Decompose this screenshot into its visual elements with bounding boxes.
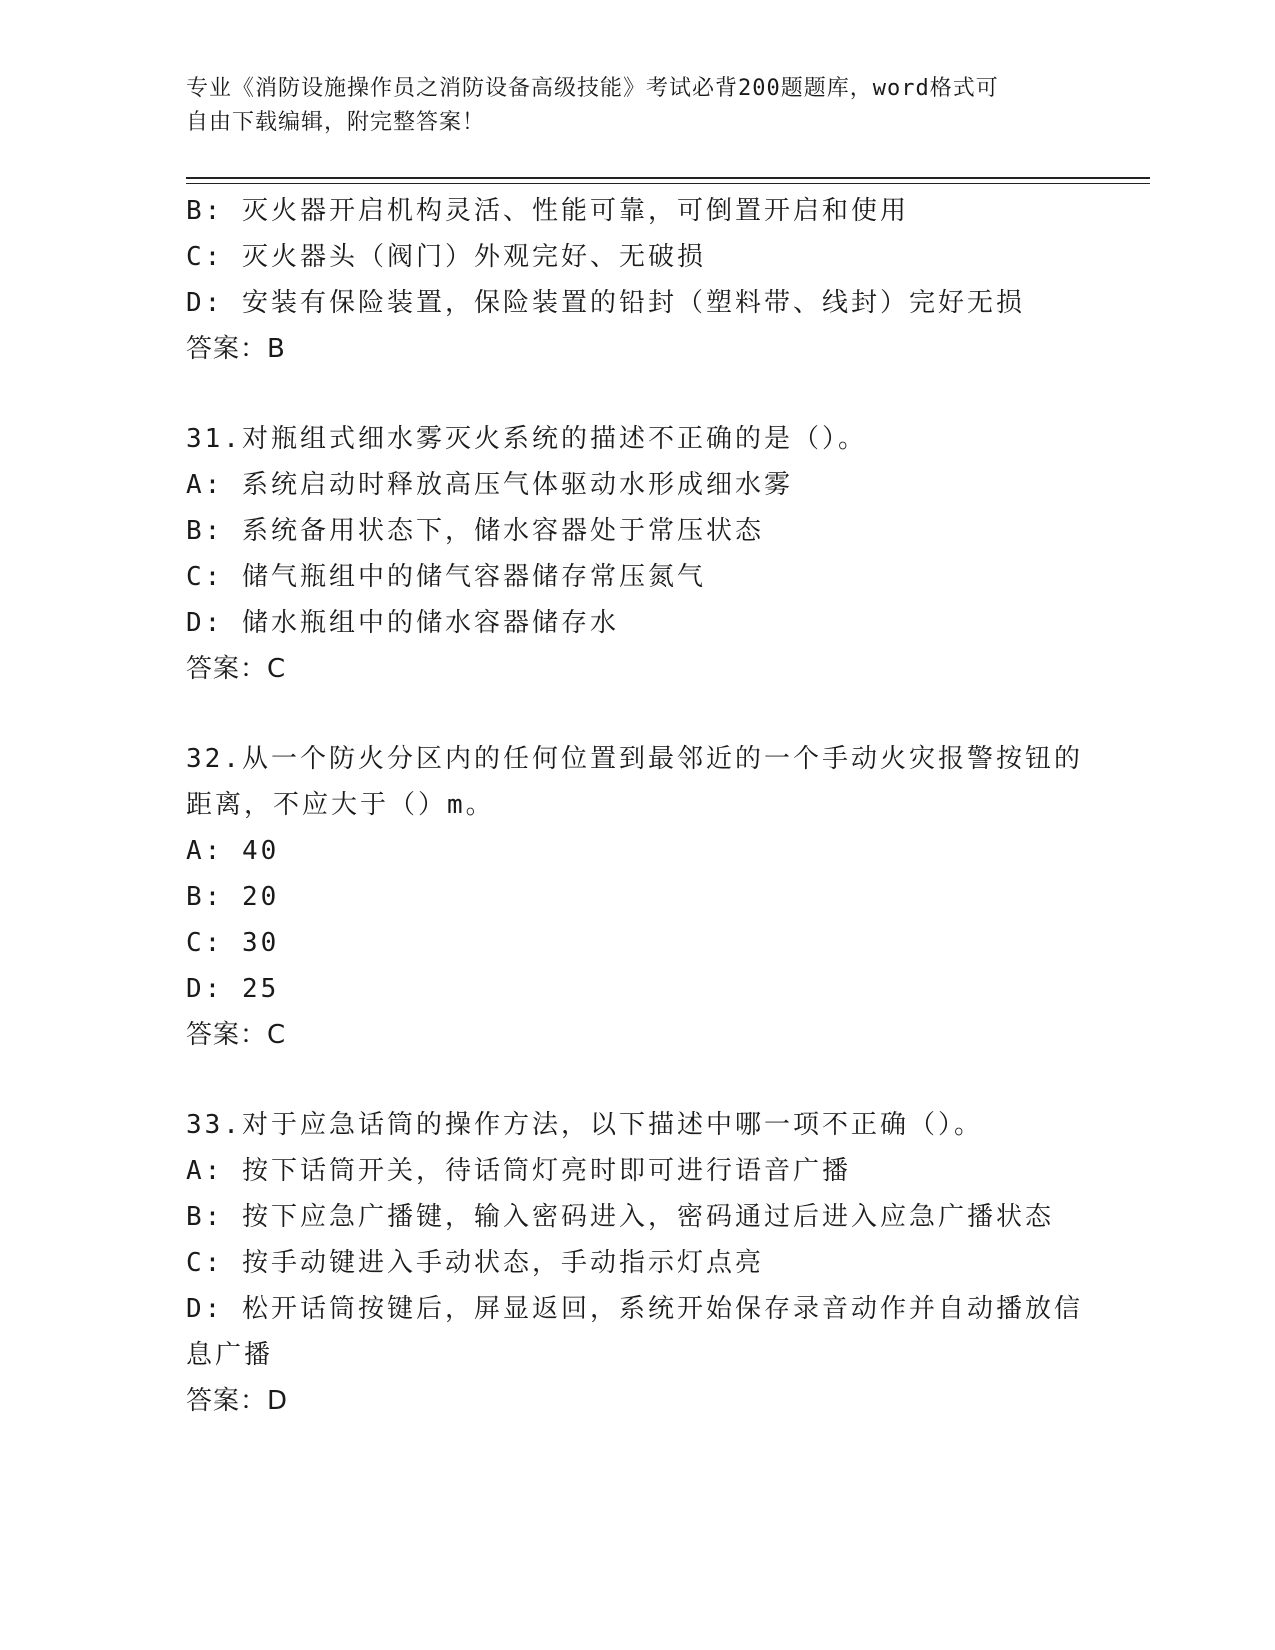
option-c: C: 储气瓶组中的储气容器储存常压氮气 [186, 562, 706, 592]
question-text: 33.对于应急话筒的操作方法，以下描述中哪一项不正确（）。 [186, 1110, 983, 1140]
question-33 [186, 1102, 1086, 1424]
option-c: C: 按手动键进入手动状态，手动指示灯点亮 [186, 1248, 764, 1278]
option-d-line-2: 息广播 [186, 1340, 274, 1370]
question-32 [186, 736, 1086, 1058]
answer: 答案：B [186, 334, 286, 364]
option-d-line-1: D: 松开话筒按键后，屏显返回，系统开始保存录音动作并自动播放信 [186, 1294, 1083, 1324]
option-b: B: 系统备用状态下，储水容器处于常压状态 [186, 516, 764, 546]
option-b: B: 灭火器开启机构灵活、性能可靠，可倒置开启和使用 [186, 196, 909, 226]
question-30 [186, 188, 1086, 372]
header-divider-thin [186, 183, 1150, 184]
option-d: D: 安装有保险装置，保险装置的铅封（塑料带、线封）完好无损 [186, 288, 1025, 318]
option-d: D: 25 [186, 974, 280, 1004]
option-b: B: 按下应急广播键，输入密码进入，密码通过后进入应急广播状态 [186, 1202, 1054, 1232]
question-text-line-2: 距离，不应大于（）m。 [186, 790, 495, 820]
answer: 答案：D [186, 1386, 289, 1416]
option-a: A: 40 [186, 836, 280, 866]
answer: 答案：C [186, 1020, 287, 1050]
question-text: 31.对瓶组式细水雾灭火系统的描述不正确的是（）。 [186, 424, 867, 454]
document-header [186, 72, 1066, 140]
option-d: D: 储水瓶组中的储水容器储存水 [186, 608, 619, 638]
question-31 [186, 416, 1086, 692]
question-list [186, 188, 1086, 1424]
option-c: C: 灭火器头（阀门）外观完好、无破损 [186, 242, 706, 272]
answer: 答案：C [186, 654, 287, 684]
header-line-2: 自由下载编辑，附完整答案！ [186, 110, 486, 135]
header-line-1: 专业《消防设施操作员之消防设备高级技能》考试必背200题题库，word格式可 [186, 76, 999, 101]
question-text-line-1: 32.从一个防火分区内的任何位置到最邻近的一个手动火灾报警按钮的 [186, 744, 1083, 774]
header-divider-thick [186, 177, 1150, 179]
option-a: A: 按下话筒开关，待话筒灯亮时即可进行语音广播 [186, 1156, 851, 1186]
option-b: B: 20 [186, 882, 280, 912]
option-c: C: 30 [186, 928, 280, 958]
option-a: A: 系统启动时释放高压气体驱动水形成细水雾 [186, 470, 793, 500]
